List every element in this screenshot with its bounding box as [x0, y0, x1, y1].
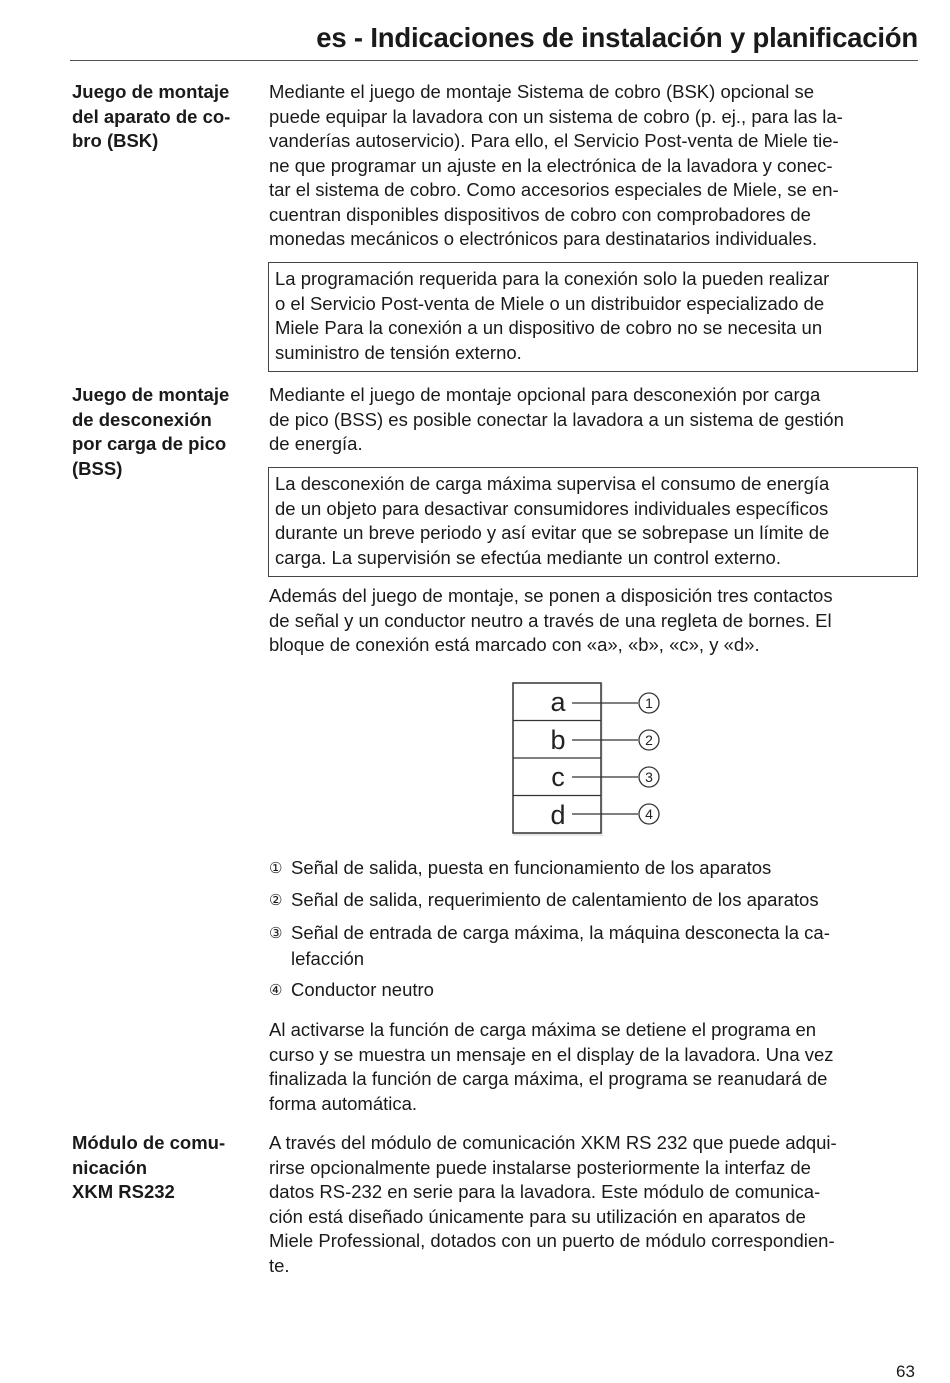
- bss-note-box: [268, 467, 918, 577]
- text-line: Miele Professional, dotados con un puerto de módulo correspondien-: [269, 1230, 835, 1251]
- heading-line: Juego de montaje: [72, 384, 230, 405]
- terminal-label-d: d: [550, 800, 566, 830]
- text-line: de señal y un conductor neutro a través de una regleta de bornes. El: [269, 609, 832, 631]
- legend-marker: ④: [269, 982, 283, 999]
- text-line: finalizada la función de carga máxima, el programa se reanudará de: [269, 1068, 828, 1089]
- callout-number: 3: [645, 769, 653, 785]
- note-line: La desconexión de carga máxima supervisa el consumo de energía: [275, 473, 830, 494]
- text-line: Al activarse la función de carga máxima se detiene el programa en: [269, 1019, 817, 1040]
- heading-line: XKM RS232: [72, 1181, 175, 1202]
- legend-text: Señal de salida, puesta en funcionamiento de los aparatos: [291, 857, 772, 878]
- legend-marker: ②: [269, 892, 283, 909]
- text-line: vanderías autoservicio). Para ello, el Servicio Post-venta de Miele tie-: [269, 130, 839, 151]
- page-title: es - Indicaciones de instalación y planificación: [316, 22, 918, 53]
- legend-item: [269, 921, 830, 971]
- note-line: durante un breve periodo y así evitar que se sobrepase un límite de: [275, 522, 830, 543]
- callout-number: 2: [645, 732, 653, 748]
- text-line: te.: [269, 1254, 290, 1276]
- note-line: o el Servicio Post-venta de Miele o un distribuidor especializado de: [275, 292, 825, 314]
- page-number: 63: [896, 1362, 915, 1381]
- text-line: forma automática.: [269, 1092, 418, 1114]
- note-line: suministro de tensión externo.: [275, 341, 522, 363]
- heading-line: nicación: [72, 1156, 148, 1178]
- text-line: A través del módulo de comunicación XKM RS 232 que puede adqui-: [269, 1132, 837, 1153]
- text-line: monedas mecánicos o electrónicos para destinatarios individuales.: [269, 228, 818, 249]
- terminal-label-b: b: [550, 725, 566, 755]
- text-line: Además del juego de montaje, se ponen a disposición tres contactos: [269, 585, 833, 606]
- text-line: curso y se muestra un mensaje en el display de la lavadora. Una vez: [269, 1043, 834, 1065]
- text-line: cuentran disponibles dispositivos de cobro con comprobadores de: [269, 203, 811, 225]
- legend-text: Señal de salida, requerimiento de calentamiento de los aparatos: [291, 889, 819, 910]
- heading-line: por carga de pico: [72, 433, 227, 454]
- callout-number: 4: [645, 806, 653, 822]
- section-heading-xkm: [72, 1131, 258, 1205]
- note-line: La programación requerida para la conexión solo la pueden realizar: [275, 268, 830, 289]
- terminal-block-diagram: [510, 680, 670, 840]
- terminal-label-a: a: [550, 687, 566, 717]
- heading-line: Módulo de comu-: [72, 1132, 226, 1153]
- note-line: de un objeto para desactivar consumidores individuales específicos: [275, 497, 829, 519]
- heading-line: Juego de montaje: [72, 81, 230, 102]
- xkm-paragraph: [269, 1131, 929, 1278]
- legend-marker: ①: [269, 860, 283, 877]
- heading-line: (BSS): [72, 457, 123, 479]
- text-line: tar el sistema de cobro. Como accesorios especiales de Miele, se en-: [269, 179, 839, 200]
- section-heading-bsk: [72, 80, 258, 154]
- bss-paragraph-terminals: [269, 584, 929, 658]
- legend-text: Conductor neutro: [291, 979, 434, 1000]
- text-line: Mediante el juego de montaje opcional para desconexión por carga: [269, 384, 821, 405]
- callout-number: 1: [645, 695, 653, 711]
- legend-item: [269, 856, 771, 882]
- bss-paragraph: [269, 383, 929, 457]
- legend-text: Señal de entrada de carga máxima, la máquina desconecta la ca-: [291, 922, 830, 943]
- text-line: de pico (BSS) es posible conectar la lavadora a un sistema de gestión: [269, 408, 844, 430]
- bsk-note-box: [268, 262, 918, 372]
- text-line: puede equipar la lavadora con un sistema de cobro (p. ej., para las la-: [269, 105, 843, 127]
- note-line: Miele Para la conexión a un dispositivo de cobro no se necesita un: [275, 317, 823, 338]
- text-line: datos RS-232 en serie para la lavadora. Este módulo de comunica-: [269, 1181, 821, 1202]
- terminal-label-c: c: [551, 762, 565, 792]
- section-heading-bss: [72, 383, 258, 481]
- bss-paragraph-peak-load: [269, 1018, 929, 1116]
- text-line: ción está diseñado únicamente para su utilización en aparatos de: [269, 1205, 806, 1227]
- note-line: carga. La supervisión se efectúa mediante un control externo.: [275, 546, 781, 568]
- bsk-paragraph: [269, 80, 929, 252]
- text-line: bloque de conexión está marcado con «a», «b», «c», y «d».: [269, 634, 760, 655]
- heading-line: bro (BSK): [72, 130, 159, 151]
- legend-marker: ③: [269, 925, 283, 942]
- page-header: [70, 20, 918, 61]
- text-line: de energía.: [269, 433, 363, 454]
- legend-item: [269, 978, 434, 1004]
- legend-text: lefacción: [291, 947, 365, 969]
- heading-line: del aparato de co-: [72, 105, 231, 127]
- text-line: Mediante el juego de montaje Sistema de cobro (BSK) opcional se: [269, 81, 815, 102]
- legend-item: [269, 888, 819, 914]
- text-line: ne que programar un ajuste en la electrónica de la lavadora y conec-: [269, 154, 833, 176]
- text-line: rirse opcionalmente puede instalarse posteriormente la interfaz de: [269, 1156, 811, 1178]
- heading-line: de desconexión: [72, 408, 212, 430]
